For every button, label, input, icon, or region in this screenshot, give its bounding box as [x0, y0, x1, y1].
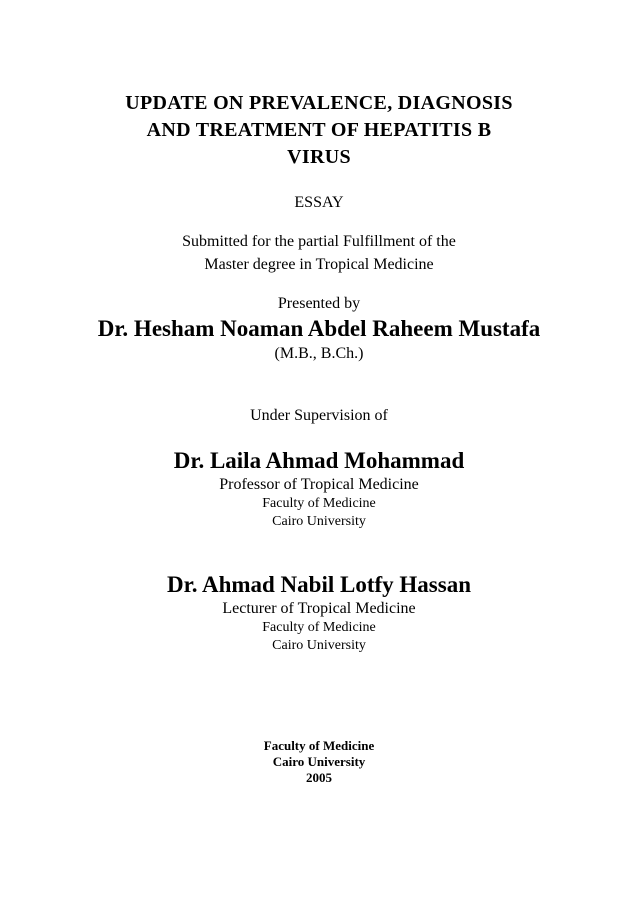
title-line-3: VIRUS: [287, 146, 351, 168]
supervisor-2-position: Lecturer of Tropical Medicine: [222, 600, 416, 617]
footer-university: Cairo University: [272, 754, 366, 769]
supervisor-1-position: Professor of Tropical Medicine: [219, 476, 419, 493]
supervisor-2-university: Cairo University: [272, 638, 366, 653]
document-type: ESSAY: [294, 194, 344, 211]
supervisor-2-name: Dr. Ahmad Nabil Lotfy Hassan: [167, 572, 471, 597]
title-line-1: UPDATE ON PREVALENCE, DIAGNOSIS: [125, 92, 513, 114]
supervision-heading: Under Supervision of: [250, 407, 388, 424]
presented-by-label: Presented by: [277, 295, 361, 312]
supervisor-2-faculty: Faculty of Medicine: [262, 620, 376, 635]
submission-line-2: Master degree in Tropical Medicine: [204, 256, 434, 273]
footer-year: 2005: [306, 770, 332, 785]
title-line-2: AND TREATMENT OF HEPATITIS B: [146, 119, 492, 141]
supervisor-1-faculty: Faculty of Medicine: [262, 496, 376, 511]
supervisor-1-name: Dr. Laila Ahmad Mohammad: [173, 448, 465, 473]
author-degrees: (M.B., B.Ch.): [274, 345, 364, 362]
footer-faculty: Faculty of Medicine: [263, 738, 375, 753]
submission-line-1: Submitted for the partial Fulfillment of the: [182, 233, 456, 250]
author-name: Dr. Hesham Noaman Abdel Raheem Mustafa: [97, 316, 541, 341]
supervisor-1-university: Cairo University: [272, 514, 366, 529]
